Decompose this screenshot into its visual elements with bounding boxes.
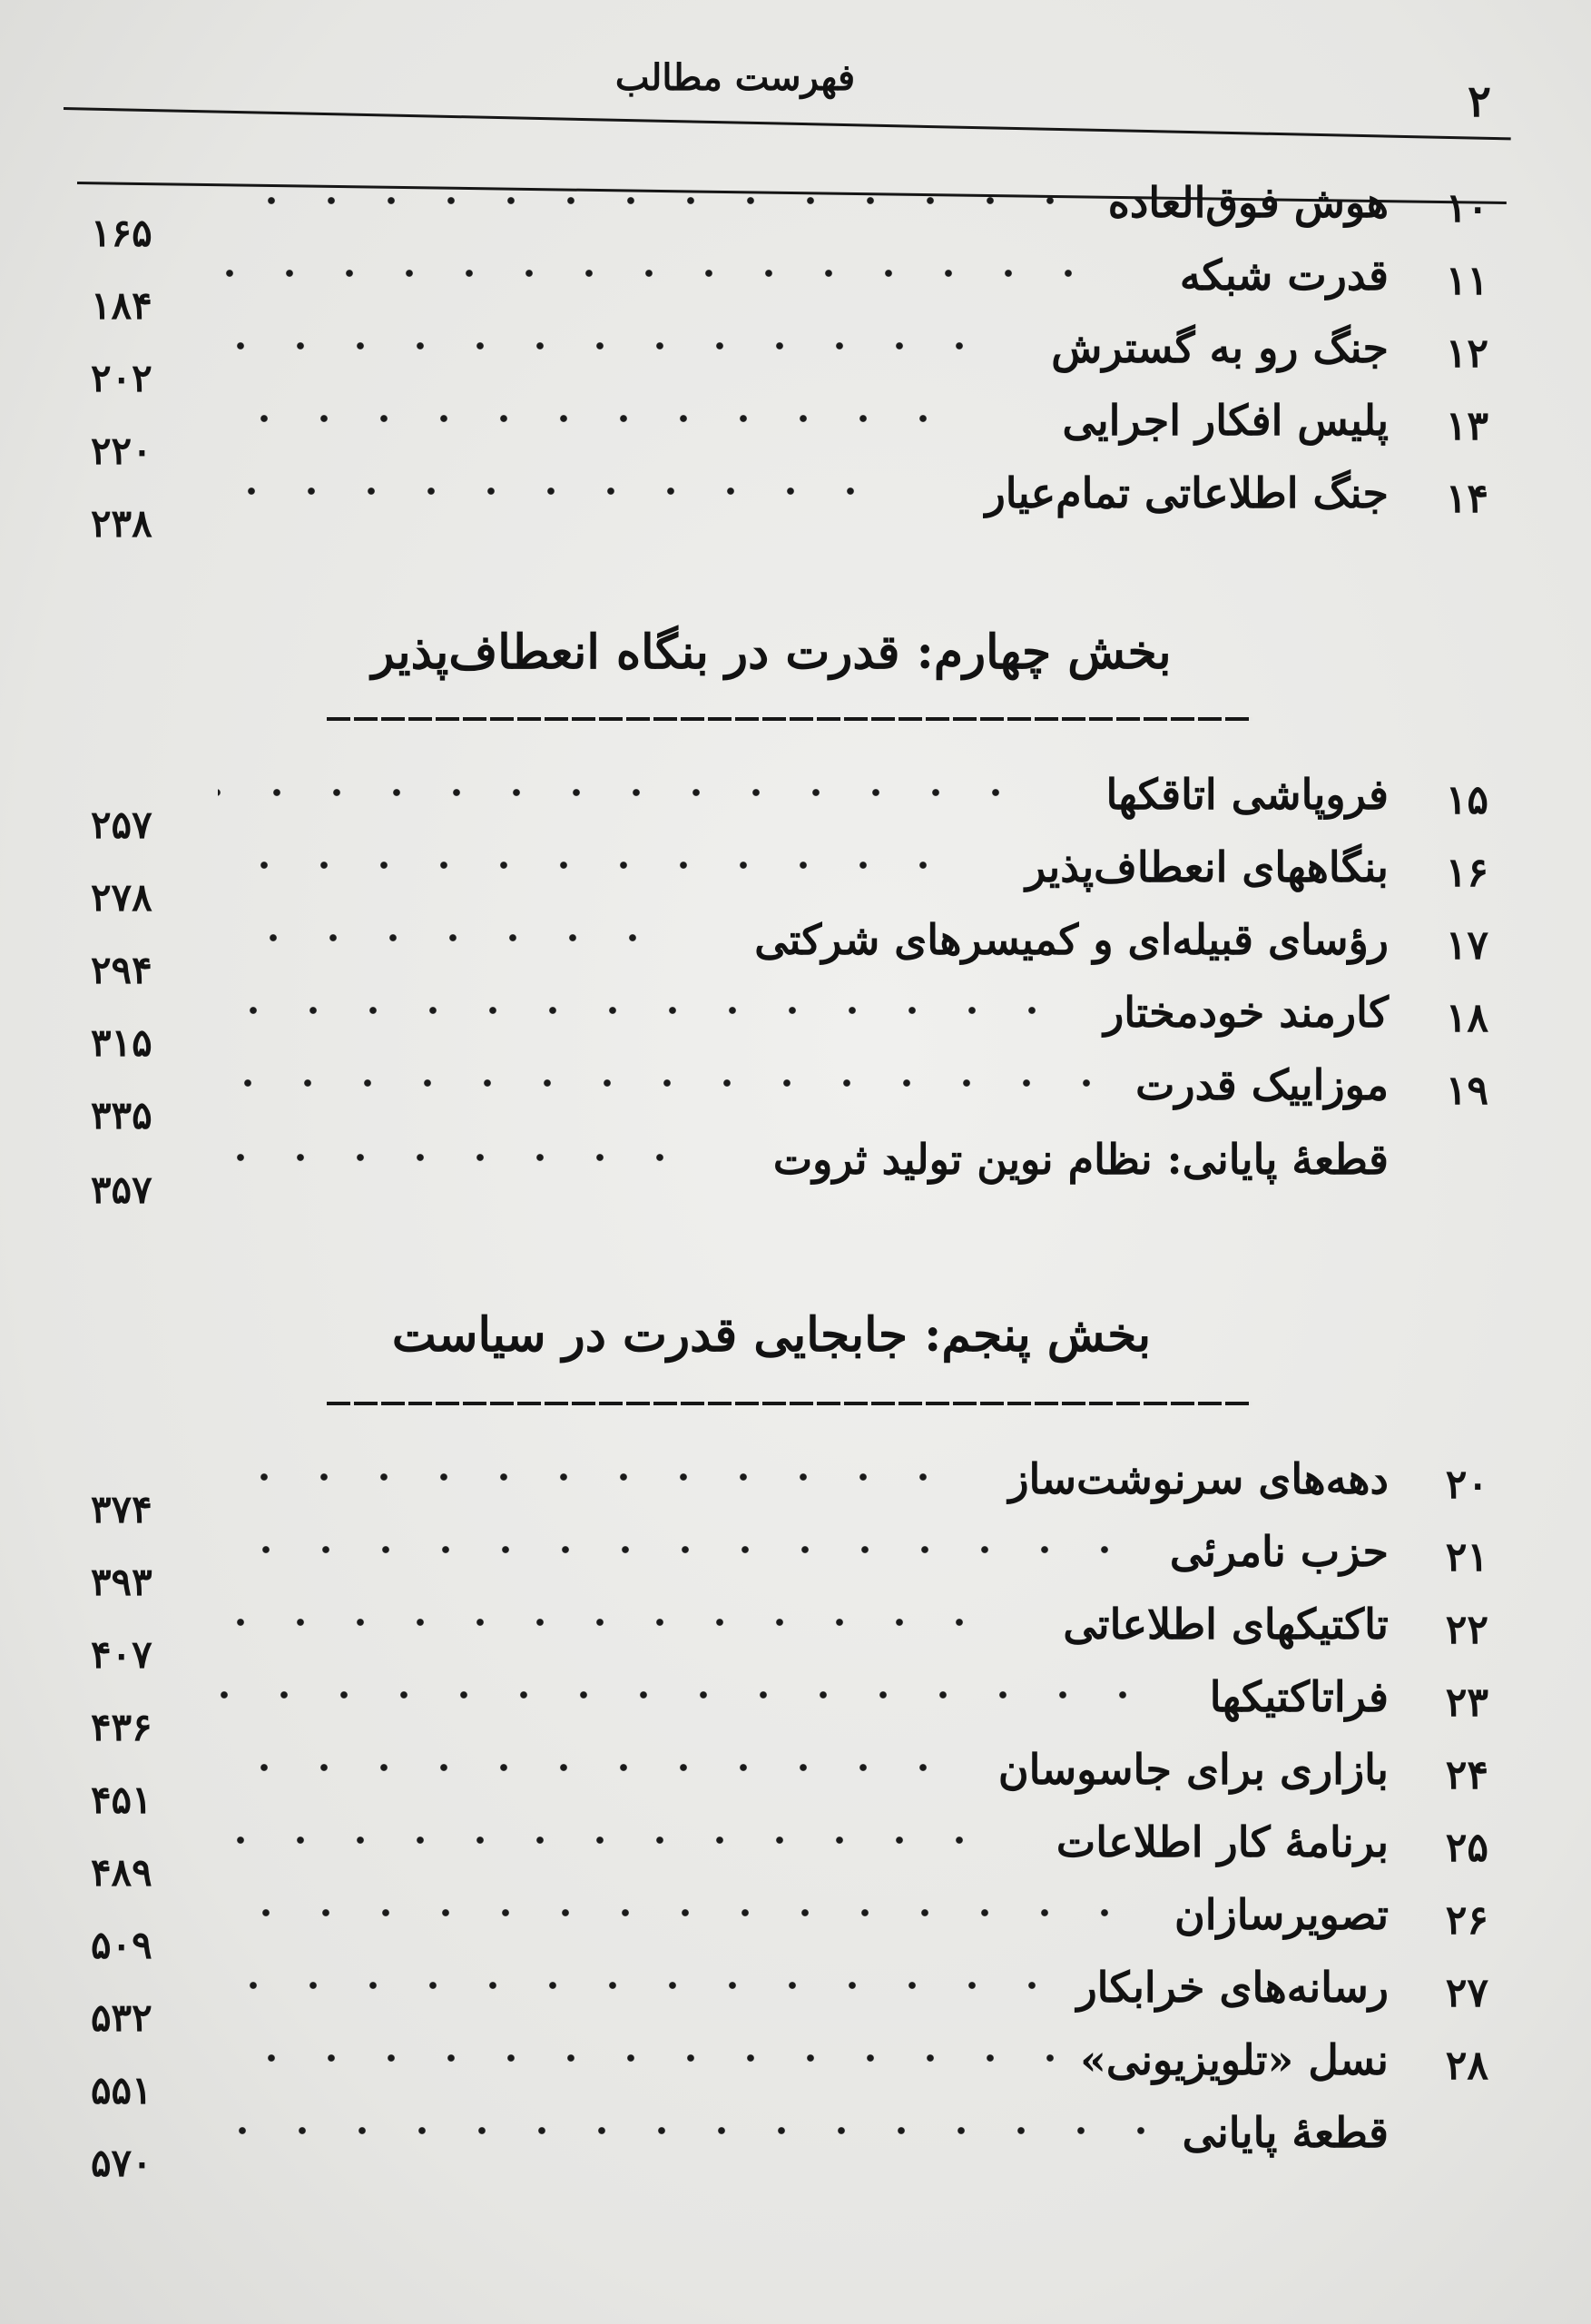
toc-entry: [82, 396, 1534, 473]
chapter-page: ۴۰۷: [91, 1632, 152, 1677]
chapter-page: ۲۷۸: [91, 875, 152, 920]
dot-leader: [218, 412, 953, 425]
toc-entry: [82, 178, 1534, 255]
toc-entry: [82, 1890, 1534, 1967]
dot-leader: [218, 1004, 1062, 1017]
toc-entry: [82, 770, 1534, 847]
dot-leader: [218, 2124, 1171, 2137]
chapter-number: ۲۰: [1445, 1462, 1488, 1508]
dot-leader: [218, 1834, 989, 1846]
chapter-page: ۴۳۶: [91, 1705, 152, 1749]
chapter-page: ۵۰۹: [91, 1923, 152, 1967]
chapter-title: قطعهٔ پایانی: [1182, 2108, 1389, 2157]
toc-entry: [82, 1454, 1534, 1531]
chapter-number: ۲۷: [1445, 1970, 1488, 2016]
chapter-page: ۳۷۴: [91, 1487, 152, 1531]
chapter-title: موزاییک قدرت: [1135, 1060, 1389, 1109]
running-header-title: فهرست مطالب: [614, 56, 856, 99]
chapter-title: حزب نامرئی: [1169, 1527, 1389, 1576]
chapter-title: قطعهٔ پایانی: نظام نوین تولید ثروت: [772, 1135, 1389, 1184]
toc-entry: [82, 251, 1534, 328]
toc-entry: [82, 1527, 1534, 1604]
dot-leader: [218, 1761, 953, 1774]
chapter-page: ۵۷۰: [91, 2141, 152, 2185]
toc-entry: [82, 1963, 1534, 2040]
chapter-number: ۱۱: [1445, 258, 1488, 304]
chapter-page: ۲۲۰: [91, 428, 152, 473]
dot-leader: [218, 1689, 1153, 1701]
dot-leader: [218, 1906, 1134, 1919]
chapter-number: ۲۳: [1445, 1679, 1488, 1726]
toc-entry: [82, 1135, 1534, 1212]
chapter-title: بنگاههای انعطاف‌پذیر: [1026, 842, 1389, 891]
dot-leader: [218, 1151, 690, 1164]
chapter-number: ۲۵: [1445, 1825, 1488, 1871]
chapter-title: تصویرسازان: [1174, 1890, 1389, 1939]
chapter-page: ۲۰۲: [91, 356, 152, 400]
toc-entry: [82, 323, 1534, 400]
chapter-number: ۲۲: [1445, 1607, 1488, 1653]
dot-leader: [218, 2052, 1080, 2064]
dot-leader: [218, 1979, 1062, 1992]
toc-entry: [82, 1600, 1534, 1677]
chapter-title: برنامهٔ کار اطلاعات: [1056, 1817, 1389, 1866]
chapter-title: دهه‌های سرنوشت‌ساز: [1008, 1454, 1389, 1503]
chapter-title: فروپاشی اتاقکها: [1105, 770, 1389, 819]
dot-leader: [218, 485, 880, 497]
dot-leader: [218, 786, 1026, 799]
chapter-page: ۵۳۲: [91, 1995, 152, 2040]
chapter-title: نسل «تلویزیونی»: [1080, 2035, 1389, 2084]
chapter-number: ۱۷: [1445, 922, 1488, 969]
section-heading: بخش پنجم: جابجایی قدرت در سیاست: [391, 1307, 1152, 1363]
toc-entry: [82, 988, 1534, 1065]
chapter-page: ۵۵۱: [91, 2068, 152, 2112]
toc-entry: [82, 1060, 1534, 1137]
chapter-page: ۳۱۵: [91, 1020, 152, 1065]
page-number: ۲: [1468, 76, 1491, 127]
chapter-title: پلیس افکار اجرایی: [1062, 396, 1389, 445]
chapter-title: رسانه‌های خرابکار: [1076, 1963, 1389, 2012]
toc-entry: [82, 1672, 1534, 1749]
toc-entry: [82, 468, 1534, 546]
dot-leader: [218, 340, 989, 352]
section-heading: بخش چهارم: قدرت در بنگاه انعطاف‌پذیر: [371, 625, 1172, 680]
toc-entry: [82, 842, 1534, 920]
chapter-number: ۲۱: [1445, 1534, 1488, 1581]
dot-leader: [218, 1077, 1116, 1089]
dot-leader: [218, 859, 953, 872]
chapter-page: ۱۶۵: [91, 211, 152, 255]
chapter-number: ۲۶: [1445, 1897, 1488, 1944]
chapter-number: ۱۹: [1445, 1068, 1488, 1114]
dot-leader: [218, 1616, 989, 1629]
chapter-title: هوش فوق‌العاده: [1107, 178, 1389, 227]
dot-leader: [218, 194, 1080, 207]
chapter-number: ۲۴: [1445, 1752, 1488, 1798]
chapter-page: ۲۳۸: [91, 501, 152, 546]
chapter-number: ۱۳: [1445, 403, 1488, 449]
chapter-number: ۱۰: [1445, 185, 1488, 231]
chapter-page: ۳۳۵: [91, 1093, 152, 1137]
chapter-title: کارمند خودمختار: [1104, 988, 1389, 1037]
toc-entry: [82, 915, 1534, 992]
chapter-number: ۱۲: [1445, 330, 1488, 377]
section-rule: [327, 1402, 1252, 1405]
chapter-title: تاکتیکهای اطلاعاتی: [1063, 1600, 1389, 1649]
chapter-title: جنگ اطلاعاتی تمام‌عیار: [985, 468, 1389, 517]
chapter-title: بازاری برای جاسوسان: [997, 1745, 1389, 1794]
chapter-page: ۴۵۱: [91, 1777, 152, 1822]
chapter-title: جنگ رو به گسترش: [1051, 323, 1389, 372]
toc-entry: [82, 1817, 1534, 1895]
chapter-page: ۲۵۷: [91, 803, 152, 847]
chapter-number: ۲۸: [1445, 2043, 1488, 2089]
toc-entry: [82, 1745, 1534, 1822]
dot-leader: [218, 1543, 1134, 1556]
chapter-number: ۱۵: [1445, 777, 1488, 823]
dot-leader: [218, 1471, 953, 1483]
chapter-number: ۱۴: [1445, 476, 1488, 522]
chapter-page: ۳۵۷: [91, 1167, 152, 1212]
chapter-title: فراتاکتیکها: [1209, 1672, 1389, 1721]
toc-entry: [82, 2035, 1534, 2112]
chapter-page: ۴۸۹: [91, 1850, 152, 1895]
chapter-page: ۱۸۴: [91, 283, 152, 328]
section-rule: [327, 717, 1252, 721]
dot-leader: [218, 931, 663, 944]
chapter-page: ۲۹۴: [91, 948, 152, 992]
header-rule: [64, 107, 1511, 140]
toc-entry: [82, 2108, 1534, 2185]
dot-leader: [218, 267, 1098, 280]
chapter-title: رؤسای قبیله‌ای و کمیسرهای شرکتی: [754, 915, 1389, 964]
chapter-page: ۳۹۳: [91, 1560, 152, 1604]
chapter-number: ۱۸: [1445, 995, 1488, 1041]
chapter-title: قدرت شبکه: [1179, 251, 1389, 300]
chapter-number: ۱۶: [1445, 850, 1488, 896]
